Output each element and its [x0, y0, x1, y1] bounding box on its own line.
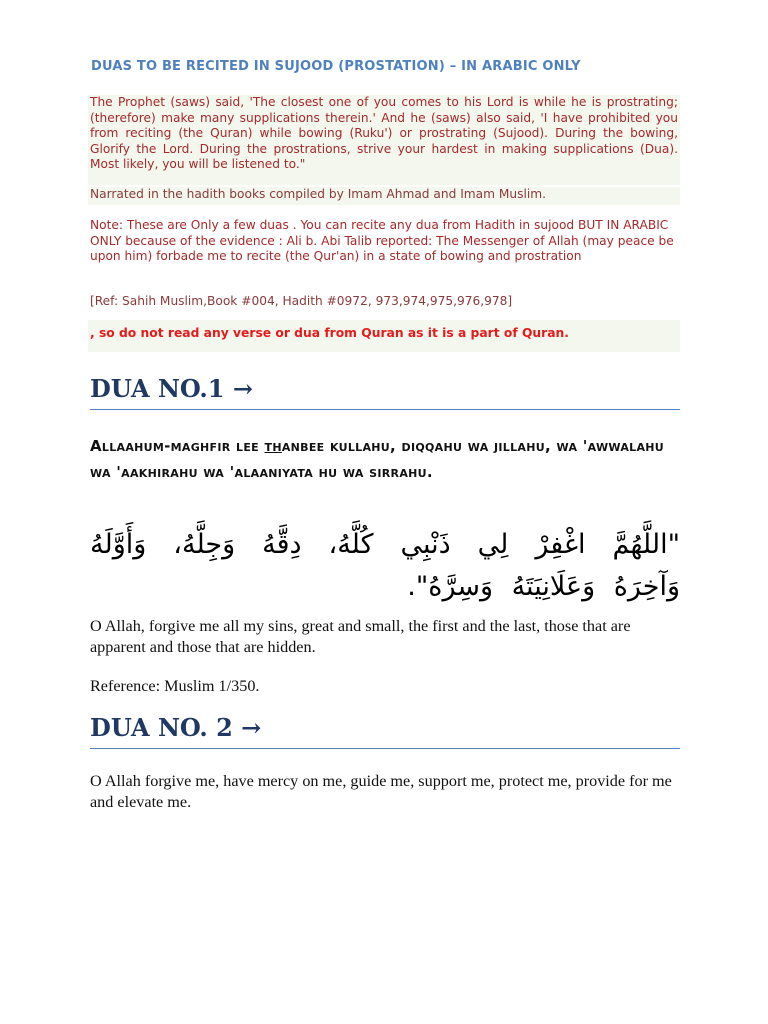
hadith-reference: [Ref: Sahih Muslim,Book #004, Hadith #0972, 973,974,975,976,978]: [90, 294, 513, 308]
dua-2-translation: O Allah forgive me, have mercy on me, guide me, support me, protect me, provide for me and elevate me.: [90, 772, 672, 811]
note-block: [88, 218, 680, 280]
dua-1-arabic: "اللَّهُمَّ اغْفِرْ لِي ذَنْبِي كُلَّهُ، دِقَّهُ وَجِلَّهُ، وَأَوَّلَهُ وَآخِرَهُ وَعَلَانِيَتَهُ وَسِرَّهُ".: [90, 529, 680, 602]
dua-2-heading: DUA NO. 2 →: [90, 713, 680, 749]
warning-text: , so do not read any verse or dua from Quran as it is a part of Quran.: [90, 326, 569, 340]
hadith-block: [88, 95, 680, 185]
document-title: DUAS TO BE RECITED IN SUJOOD (PROSTATION) – IN ARABIC ONLY: [91, 59, 581, 74]
dua-1-translation: O Allah, forgive me all my sins, great and small, the first and the last, those that are apparent and those that are hidden.: [90, 617, 631, 656]
translit-part-1: Allaahum-maghfir lee: [90, 437, 265, 455]
translit-part-2: anbee kullahu, diqqahu wa jillahu, wa 'awwalahu wa 'aakhirahu wa 'alaaniyata hu wa sirrahu.: [90, 437, 665, 481]
dua-1-heading: DUA NO.1 →: [90, 374, 680, 410]
note-paragraph: Note: These are Only a few duas . You can recite any dua from Hadith in sujood BUT IN ARABIC ONLY because of the evidence : Ali b. Abi Talib reported: The Messenger of Allah (may peace be upon him) forbade me to recite (the Qur'an) in a state of bowing and prostration: [90, 218, 674, 263]
warning-block: [88, 320, 680, 352]
reference-block: [88, 294, 680, 312]
dua-1-reference: Reference: Muslim 1/350.: [90, 677, 260, 695]
narrated-paragraph: Narrated in the hadith books compiled by Imam Ahmad and Imam Muslim.: [90, 187, 546, 201]
narrated-block: [88, 187, 680, 205]
translit-underlined: th: [264, 437, 282, 455]
hadith-paragraph: The Prophet (saws) said, 'The closest one of you comes to his Lord is while he is prostrating; (therefore) make many supplications therein.' And he (saws) also said, 'I have prohibited you from reciting (the Quran) while bowing (Ruku') or prostrating (Sujood). During the bowing, Glorify the Lord. During the prostrations, strive your hardest in making supplications (Dua). Most likely, you will be listened to.": [90, 95, 678, 171]
dua-1-transliteration: [90, 433, 680, 485]
